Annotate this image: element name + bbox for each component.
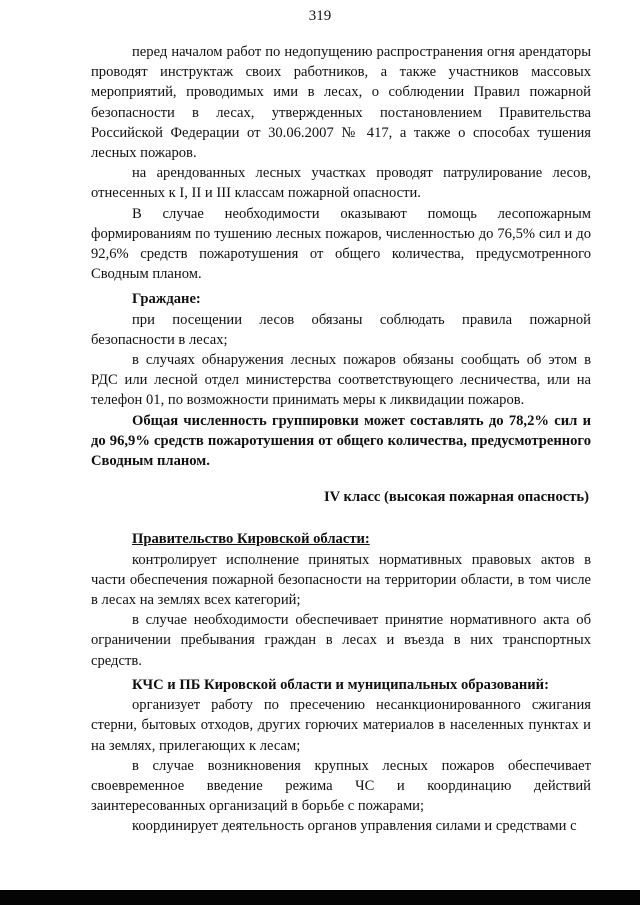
paragraph-tenants-briefing: перед началом работ по недопущению распространения огня арендаторы проводят инструктаж своих работников, а также участников массовых мероприятий, проводимых ими в лесах, о соблюдении Правил пожарной безопасности в лесах, утвержденных постановлением Правительства Российской Федерации от 30.06.2007 № 417, а также о способах тушения лесных пожаров. bbox=[91, 44, 591, 162]
paragraph-kchs-emergency: в случае возникновения крупных лесных пожаров обеспечивает своевременное введение режима ЧС и координацию действий заинтересованных организаций в борьбе с пожарами; bbox=[91, 757, 591, 815]
document-body bbox=[91, 42, 591, 837]
scan-bottom-edge bbox=[0, 890, 640, 905]
heading-citizens: Граждане: bbox=[132, 291, 201, 308]
heading-kchs: КЧС и ПБ Кировской области и муниципальных образований: bbox=[132, 676, 549, 693]
paragraph-assistance: В случае необходимости оказывают помощь лесопожарным формированиям по тушению лесных пожаров, численностью до 76,5% сил и до 92,6% средств пожаротушения от общего количества, предусмотренного Сводным планом. bbox=[91, 205, 591, 283]
page-number: 319 bbox=[308, 8, 332, 24]
paragraph-citizens-report: в случаях обнаружения лесных пожаров обязаны сообщать об этом в РДС или лесной отдел министерства соответствующего лесничества, или на телефон 01, по возможности принимать меры к ликвидации пожаров. bbox=[91, 352, 591, 409]
paragraph-patrolling: на арендованных лесных участках проводят патрулирование лесов, отнесенных к I, II и III классам пожарной опасности. bbox=[91, 165, 591, 202]
fire-class-heading: IV класс (высокая пожарная опасность) bbox=[323, 489, 589, 506]
paragraph-citizens-rules: при посещении лесов обязаны соблюдать правила пожарной безопасности в лесах; bbox=[91, 311, 591, 348]
paragraph-kchs-coordination: координирует деятельность органов управления силами и средствами с bbox=[132, 818, 577, 835]
paragraph-kchs-burning: организует работу по пресечению несанкционированного сжигания стерни, бытовых отходов, других горючих материалов в населенных пунктах и на землях, прилегающих к лесам; bbox=[91, 697, 591, 754]
paragraph-total-strength: Общая численность группировки может составлять до 78,2% сил и до 96,9% средств пожаротушения от общего количества, предусмотренного Сводным планом. bbox=[91, 412, 591, 470]
heading-government: Правительство Кировской области: bbox=[132, 531, 370, 548]
paragraph-government-restriction: в случае необходимости обеспечивает принятие нормативного акта об ограничении пребывания граждан в лесах и въезда в них транспортных средств. bbox=[91, 612, 591, 669]
paragraph-government-control: контролирует исполнение принятых нормативных правовых актов в части обеспечения пожарной безопасности на территории области, в том числе в лесах на землях всех категорий; bbox=[91, 551, 591, 609]
